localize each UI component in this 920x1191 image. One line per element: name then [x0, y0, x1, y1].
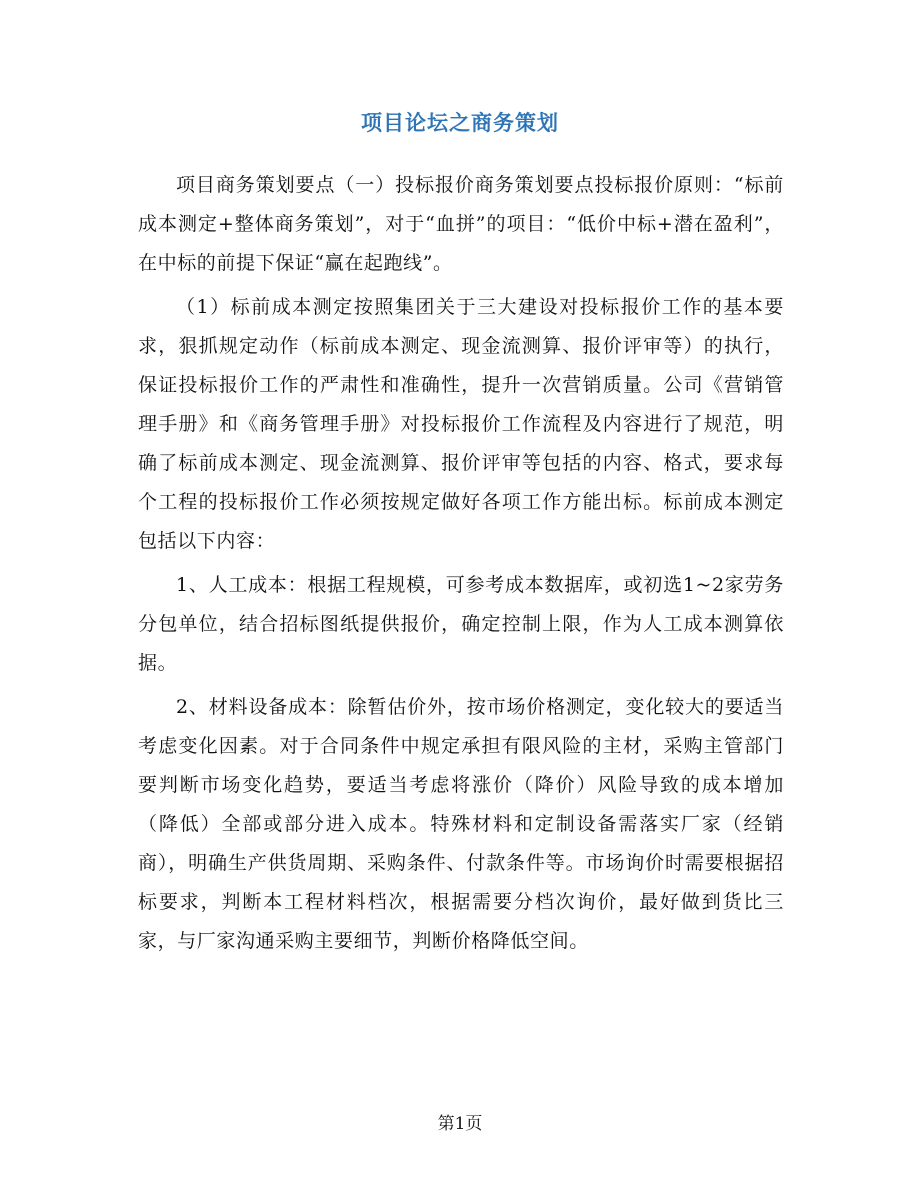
paragraph-pre-bid-cost: （1）标前成本测定按照集团关于三大建设对投标报价工作的基本要求，狠抓规定动作（标前成本测定、现金流测算、报价评审等）的执行，保证投标报价工作的严肃性和准确性，提升一次营销质量。公司《营销管理手册》和《商务管理手册》对投标报价工作流程及内容进行了规范，明确了标前成本测定、现金流测算、报价评审等包括的内容、格式，要求每个工程的投标报价工作必须按规定做好各项工作方能出标。标前成本测定包括以下内容： [138, 296, 784, 552]
paragraph-material-cost: 2、材料设备成本：除暂估价外，按市场价格测定，变化较大的要适当考虑变化因素。对于合同条件中规定承担有限风险的主材，采购主管部门要判断市场变化趋势，要适当考虑将涨价（降价）风险导致的成本增加（降低）全部或部分进入成本。特殊材料和定制设备需落实厂家（经销商），明确生产供货周期、采购条件、付款条件等。市场询价时需要根据招标要求，判断本工程材料档次，根据需要分档次询价，最好做到货比三家，与厂家沟通采购主要细节，判断价格降低空间。 [138, 696, 784, 952]
page-number: 第1页 [437, 1114, 483, 1134]
document-body [138, 166, 784, 966]
page-title: 项目论坛之商务策划 [361, 110, 559, 135]
paragraph-bidding-principles: 项目商务策划要点（一）投标报价商务策划要点投标报价原则：“标前成本测定+整体商务策划”，对于“血拼”的项目：“低价中标+潜在盈利”，在中标的前提下保证“赢在起跑线”。 [138, 174, 784, 274]
paragraph-labor-cost: 1、人工成本：根据工程规模，可参考成本数据库，或初选1~2家劳务分包单位，结合招标图纸提供报价，确定控制上限，作为人工成本测算依据。 [138, 574, 784, 674]
